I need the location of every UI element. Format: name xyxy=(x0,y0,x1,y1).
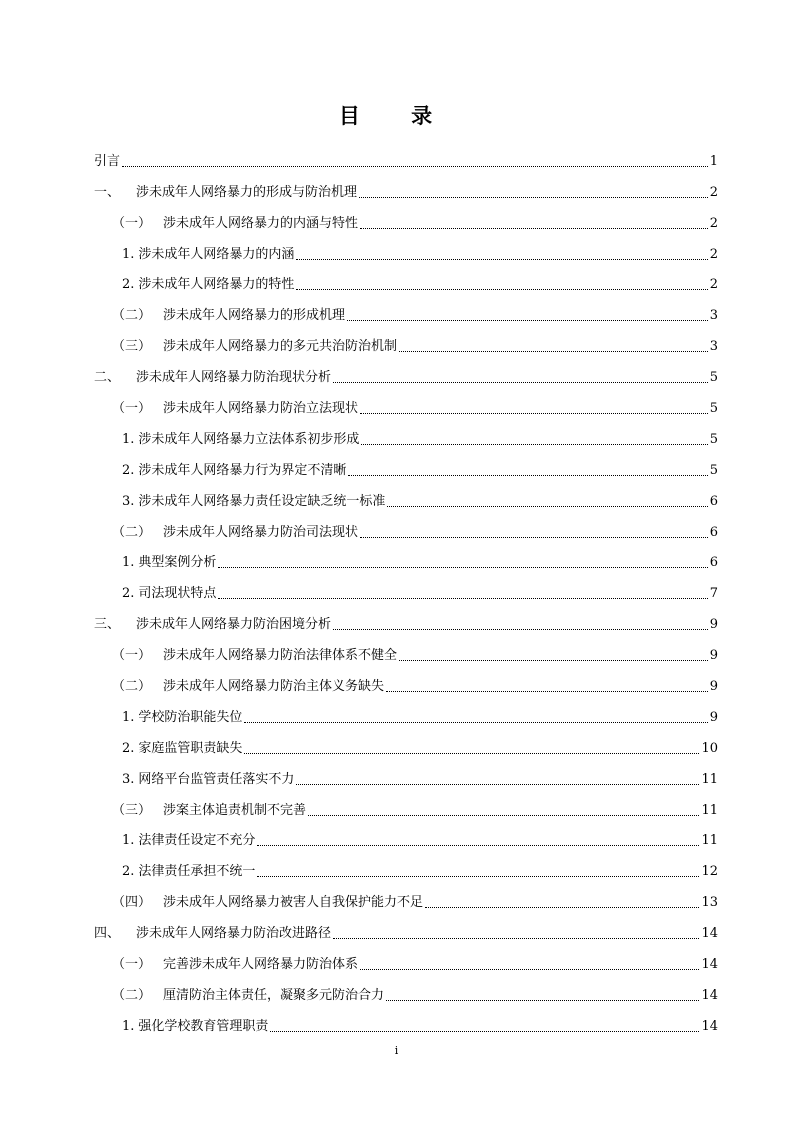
toc-entry[interactable] xyxy=(94,571,718,602)
toc-entry-prefix: （二） xyxy=(112,524,152,540)
dot-leader xyxy=(296,288,707,290)
toc-entry-label xyxy=(122,741,244,757)
toc-entry-text: 涉未成年人网络暴力防治主体义务缺失 xyxy=(163,679,385,695)
toc-entry-text: 家庭监管职责缺失 xyxy=(138,740,243,756)
toc-entry-label xyxy=(122,1019,270,1035)
toc-entry[interactable] xyxy=(94,510,718,541)
toc-entry-page-number: 14 xyxy=(701,987,718,1003)
toc-entry-page-number: 9 xyxy=(709,617,718,633)
dot-leader xyxy=(361,443,707,445)
toc-entry-label xyxy=(122,586,218,602)
toc-entry-page-number: 11 xyxy=(701,802,718,818)
dot-leader xyxy=(359,196,708,198)
toc-entry-prefix: 二、 xyxy=(94,370,121,386)
toc-entry-text: 涉未成年人网络暴力责任设定缺乏统一标准 xyxy=(138,493,386,509)
dot-leader xyxy=(218,566,707,568)
toc-entry-text: 涉未成年人网络暴力防治立法现状 xyxy=(163,401,359,417)
toc-entry-label xyxy=(122,277,296,293)
toc-entry-page-number: 6 xyxy=(709,493,718,509)
toc-entry-page-number: 2 xyxy=(709,215,718,231)
toc-entry-prefix: 3. xyxy=(122,771,135,787)
toc-entry-prefix: （三） xyxy=(112,802,152,818)
toc-entry-page-number: 12 xyxy=(701,864,718,880)
dot-leader xyxy=(360,968,699,970)
toc-entry-prefix: （三） xyxy=(112,339,152,355)
dot-leader xyxy=(386,690,708,692)
toc-entry-text: 网络平台监管责任落实不力 xyxy=(138,771,295,787)
toc-entry-label xyxy=(112,957,360,973)
toc-entry-page-number: 5 xyxy=(709,401,718,417)
toc-entry[interactable] xyxy=(94,201,718,232)
toc-entry-text: 涉案主体追责机制不完善 xyxy=(163,802,307,818)
toc-entry-prefix: 2. xyxy=(122,740,135,756)
page-number-footer: i xyxy=(394,1044,399,1057)
toc-entry-label xyxy=(94,185,359,201)
toc-entry-text: 司法现状特点 xyxy=(138,586,217,602)
toc-entry-label xyxy=(112,648,399,664)
toc-entry-prefix: （一） xyxy=(112,648,152,664)
toc-entry-prefix: 1. xyxy=(122,431,135,447)
toc-entry-label xyxy=(112,988,386,1004)
toc-entry[interactable] xyxy=(94,664,718,695)
toc-entry-label xyxy=(112,308,347,324)
dot-leader xyxy=(399,659,708,661)
toc-entry[interactable] xyxy=(94,757,718,788)
toc-entry[interactable] xyxy=(94,633,718,664)
toc-entry[interactable] xyxy=(94,324,718,355)
toc-entry[interactable] xyxy=(94,232,718,263)
toc-entry-prefix: （四） xyxy=(112,895,152,911)
toc-entry-text: 涉未成年人网络暴力防治现状分析 xyxy=(136,370,332,386)
toc-entry-page-number: 1 xyxy=(709,153,718,169)
toc-entry[interactable] xyxy=(94,1004,718,1035)
toc-entry-text: 涉未成年人网络暴力的内涵 xyxy=(138,246,295,262)
toc-entry-text: 涉未成年人网络暴力被害人自我保护能力不足 xyxy=(163,895,424,911)
toc-entry[interactable] xyxy=(94,293,718,324)
toc-entry-page-number: 3 xyxy=(709,339,718,355)
toc-entry-text: 涉未成年人网络暴力的特性 xyxy=(138,277,295,293)
toc-entry-label xyxy=(122,432,361,448)
toc-entry[interactable] xyxy=(94,880,718,911)
dot-leader xyxy=(244,721,707,723)
toc-entry-page-number: 11 xyxy=(701,833,718,849)
toc-entry-label xyxy=(112,216,360,232)
toc-entry-text: 学校防治职能失位 xyxy=(138,709,243,725)
dot-leader xyxy=(360,412,708,414)
toc-entry-prefix: 3. xyxy=(122,493,135,509)
toc-entry-prefix: 2. xyxy=(122,586,135,602)
toc-title: 目 录 xyxy=(338,104,455,128)
toc-entry-label xyxy=(112,525,360,541)
dot-leader xyxy=(257,875,699,877)
toc-entry[interactable] xyxy=(94,726,718,757)
dot-leader xyxy=(347,319,708,321)
toc-entry-page-number: 3 xyxy=(709,308,718,324)
toc-entry[interactable] xyxy=(94,911,718,942)
toc-entry-page-number: 13 xyxy=(701,895,718,911)
dot-leader xyxy=(348,474,707,476)
toc-entry[interactable] xyxy=(94,819,718,850)
toc-entry[interactable] xyxy=(94,479,718,510)
toc-entry-label xyxy=(112,339,399,355)
toc-entry-text: 涉未成年人网络暴力立法体系初步形成 xyxy=(138,431,360,447)
toc-entry-page-number: 6 xyxy=(709,555,718,571)
toc-entry-text: 涉未成年人网络暴力防治法律体系不健全 xyxy=(163,648,398,664)
toc-entry-text: 涉未成年人网络暴力防治司法现状 xyxy=(163,524,359,540)
toc-entry[interactable] xyxy=(94,695,718,726)
toc-entry[interactable] xyxy=(94,849,718,880)
toc-entry[interactable] xyxy=(94,541,718,572)
dot-leader xyxy=(399,350,708,352)
toc-entry-text: 强化学校教育管理职责 xyxy=(138,1018,269,1034)
dot-leader xyxy=(122,165,708,167)
dot-leader xyxy=(270,1030,699,1032)
toc-entry-prefix: 1. xyxy=(122,246,135,262)
dot-leader xyxy=(386,999,699,1001)
toc-entry-label xyxy=(122,710,244,726)
toc-entry-page-number: 14 xyxy=(701,1018,718,1034)
toc-entry[interactable] xyxy=(94,973,718,1004)
toc-entry-page-number: 7 xyxy=(709,586,718,602)
toc-entry-prefix: 2. xyxy=(122,864,135,880)
toc-entry-label xyxy=(94,617,333,633)
toc-entry-prefix: 1. xyxy=(122,1018,135,1034)
toc-entry-page-number: 5 xyxy=(709,462,718,478)
toc-entry-text: 法律责任承担不统一 xyxy=(138,864,256,880)
toc-entry-prefix: 1. xyxy=(122,709,135,725)
toc-entry-text: 法律责任设定不充分 xyxy=(138,833,256,849)
toc-entry-label xyxy=(122,463,348,479)
toc-entry-text: 典型案例分析 xyxy=(138,555,217,571)
toc-entry-text: 完善涉未成年人网络暴力防治体系 xyxy=(163,957,359,973)
toc-entry-prefix: （二） xyxy=(112,987,152,1003)
toc-entry-label xyxy=(94,154,122,170)
toc-entry[interactable] xyxy=(94,417,718,448)
toc-entry[interactable] xyxy=(94,263,718,294)
toc-entry-text: 涉未成年人网络暴力的多元共治防治机制 xyxy=(163,339,398,355)
dot-leader xyxy=(360,227,708,229)
toc-entry-label xyxy=(122,864,257,880)
dot-leader xyxy=(296,258,707,260)
dot-leader xyxy=(218,597,707,599)
toc-entry-text: 涉未成年人网络暴力防治改进路径 xyxy=(136,926,332,942)
toc-entry-page-number: 2 xyxy=(709,184,718,200)
toc-entry-page-number: 2 xyxy=(709,277,718,293)
toc-entry-label xyxy=(112,679,386,695)
toc-entry-prefix: （一） xyxy=(112,957,152,973)
toc-entry-label xyxy=(112,401,360,417)
dot-leader xyxy=(308,814,699,816)
toc-entry-text: 引言 xyxy=(94,153,121,169)
toc-entry-page-number: 14 xyxy=(701,926,718,942)
dot-leader xyxy=(296,783,699,785)
toc-entry[interactable] xyxy=(94,788,718,819)
toc-entry-label xyxy=(112,803,308,819)
toc-entry[interactable] xyxy=(94,942,718,973)
toc-entry-prefix: 2. xyxy=(122,277,135,293)
toc-entry[interactable] xyxy=(94,386,718,417)
toc-entry-text: 厘清防治主体责任，凝聚多元防治合力 xyxy=(163,987,385,1003)
toc-entry-label xyxy=(122,555,218,571)
toc-entry-label xyxy=(112,895,425,911)
toc-entry-label xyxy=(122,494,387,510)
toc-entry-prefix: 一、 xyxy=(94,184,121,200)
toc-entry[interactable] xyxy=(94,170,718,201)
toc-entry[interactable] xyxy=(94,355,718,386)
toc-entry-text: 涉未成年人网络暴力的形成机理 xyxy=(163,308,346,324)
dot-leader xyxy=(333,381,708,383)
toc-entry-text: 涉未成年人网络暴力的内涵与特性 xyxy=(163,215,359,231)
toc-entry-prefix: （一） xyxy=(112,401,152,417)
toc-entry-page-number: 9 xyxy=(709,679,718,695)
toc-entry-page-number: 10 xyxy=(701,740,718,756)
dot-leader xyxy=(244,752,699,754)
toc-entry-label xyxy=(122,772,296,788)
toc-entry-page-number: 11 xyxy=(701,771,718,787)
toc-entry-label xyxy=(94,926,333,942)
dot-leader xyxy=(257,844,699,846)
dot-leader xyxy=(425,906,699,908)
toc-entry-page-number: 9 xyxy=(709,709,718,725)
toc-entry-prefix: （二） xyxy=(112,308,152,324)
toc-entry[interactable] xyxy=(94,448,718,479)
toc-entry-text: 涉未成年人网络暴力行为界定不清晰 xyxy=(138,462,347,478)
toc-entry-text: 涉未成年人网络暴力的形成与防治机理 xyxy=(136,184,358,200)
toc-entry-label xyxy=(122,833,257,849)
toc-entry-prefix: （二） xyxy=(112,679,152,695)
toc-entry[interactable] xyxy=(94,602,718,633)
toc-entry-text: 涉未成年人网络暴力防治困境分析 xyxy=(136,617,332,633)
dot-leader xyxy=(387,505,707,507)
dot-leader xyxy=(333,937,699,939)
toc-entry-page-number: 9 xyxy=(709,648,718,664)
toc-entry-prefix: 2. xyxy=(122,462,135,478)
toc-entry-prefix: 1. xyxy=(122,833,135,849)
toc-entry-prefix: （一） xyxy=(112,215,152,231)
toc-entry-page-number: 5 xyxy=(709,431,718,447)
toc-entry-prefix: 四、 xyxy=(94,926,121,942)
toc-entry-label xyxy=(94,370,333,386)
table-of-contents xyxy=(94,139,718,1035)
toc-entry-page-number: 14 xyxy=(701,957,718,973)
dot-leader xyxy=(333,628,708,630)
toc-entry[interactable] xyxy=(94,139,718,170)
toc-entry-page-number: 6 xyxy=(709,524,718,540)
toc-entry-prefix: 1. xyxy=(122,555,135,571)
toc-entry-page-number: 5 xyxy=(709,370,718,386)
toc-entry-page-number: 2 xyxy=(709,246,718,262)
toc-entry-label xyxy=(122,247,296,263)
toc-entry-prefix: 三、 xyxy=(94,617,121,633)
dot-leader xyxy=(360,536,708,538)
